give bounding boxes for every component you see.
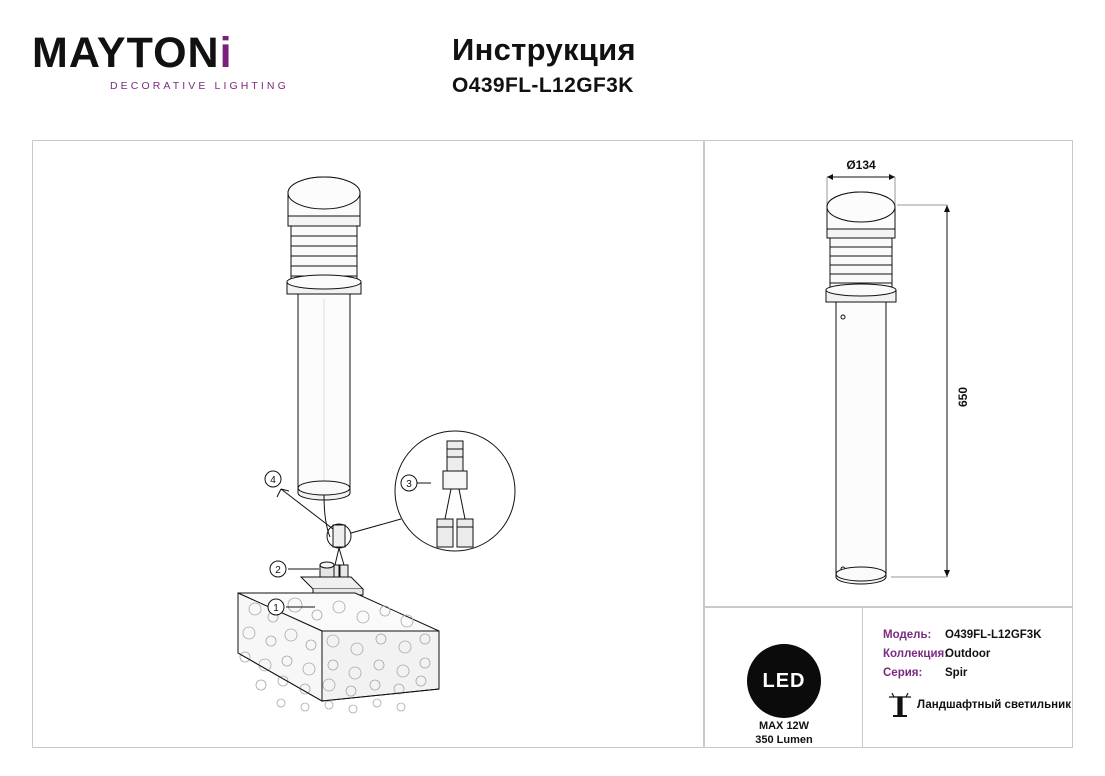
lumen-label: 350 Lumen [755,734,813,746]
logo-wordmark [32,30,332,76]
spec-row-collection [883,645,1069,664]
callout-4: 4 [270,475,276,486]
page-title: Инструкция [452,32,636,67]
spec-row-model [883,626,1069,645]
spec-list [883,626,1069,683]
spec-row-series [883,664,1069,683]
spec-value-model: O439FL-L12GF3K [945,629,1042,641]
logo-accent-letter: i [219,29,233,77]
info-panel-divider [862,608,863,748]
diameter-label: Ø134 [846,158,876,172]
page-header [32,24,1073,112]
callout-1: 1 [273,603,279,614]
product-type-label: Ландшафтный светильник [917,699,1071,711]
max-power-label: MAX 12W [758,720,810,732]
height-label: 650 [956,386,970,408]
brand-logo [32,30,332,92]
assembly-drawing-panel [32,140,704,748]
callout-2: 2 [275,565,281,576]
spec-value-collection: Outdoor [945,648,991,660]
product-type-row [883,688,1073,722]
spec-value-series: Spir [945,667,968,679]
spec-label-model: Модель: [883,629,932,641]
product-code: O439FL-L12GF3K [452,74,634,97]
logo-text: MAYTON [32,29,220,77]
led-label: LED [762,669,806,692]
spec-label-collection: Коллекция: [883,648,949,660]
logo-subtitle: DECORATIVE LIGHTING [110,80,289,92]
led-badge [747,644,821,718]
assembly-drawing [33,141,703,747]
dimension-drawing-panel [704,140,1073,607]
bollard-lamp-icon [883,688,917,722]
led-cell [705,608,863,748]
dimension-drawing [705,141,1072,606]
title-block [452,32,636,98]
spec-label-series: Серия: [883,667,923,679]
product-info-panel [704,607,1073,748]
callout-3: 3 [406,479,412,490]
